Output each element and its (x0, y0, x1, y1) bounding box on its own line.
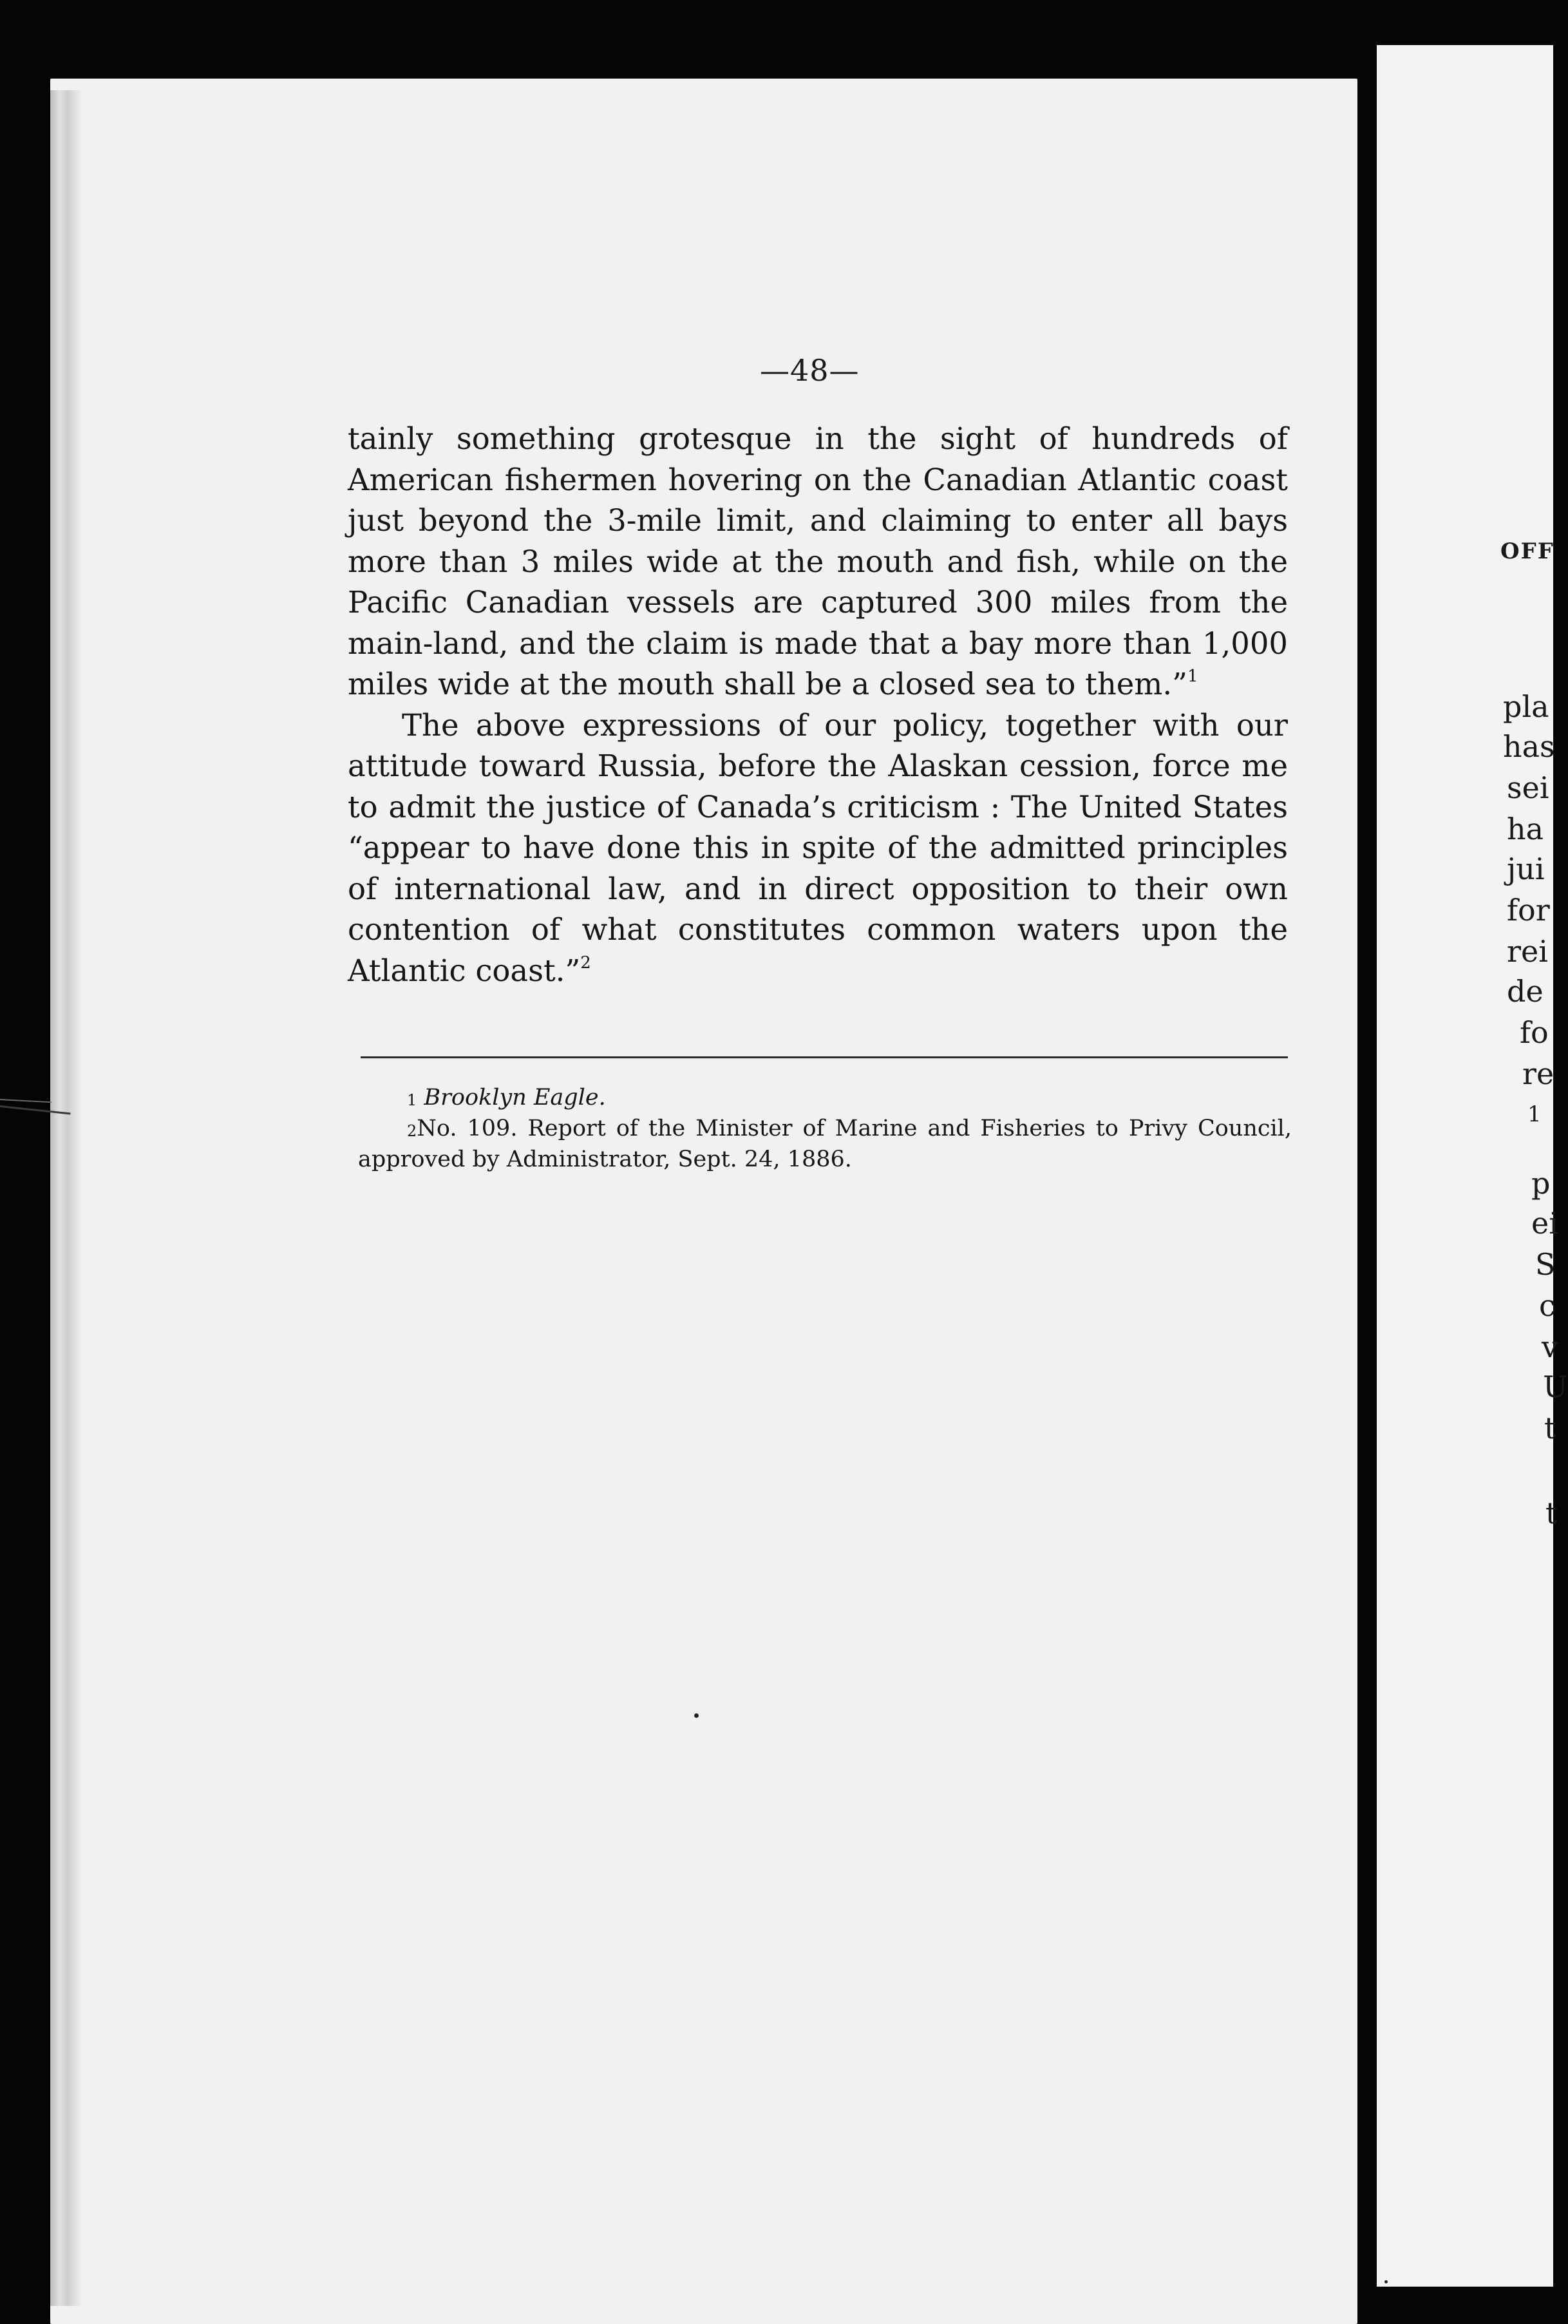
right-page-fragment: v (1542, 1329, 1558, 1364)
right-page (1377, 45, 1553, 2287)
footnotes (358, 1082, 1292, 1175)
paragraph-text: The above expressions of our policy, together with our attitude toward Russia, before the Alaskan cession, force me to admit the justice of Canada’s criticism : The United States “appear to have done this in spite of the admitted principles of international law, and in direct opposition to their own contention of what constitutes common waters upon the Atlantic coast.” (348, 707, 1288, 988)
right-page-fragment: jui (1507, 852, 1545, 886)
footnote (358, 1113, 1292, 1175)
right-page-heading-fragment: OFF (1500, 538, 1554, 564)
right-page-fragment: ei (1531, 1206, 1558, 1241)
footnote-text: No. 109. Report of the Minister of Marine and Fisheries to Privy Council, approved by Administrator, Sept. 24, 1886. (358, 1116, 1292, 1172)
footnote-mark: 2 (407, 1122, 417, 1140)
right-page-fragment: p (1531, 1166, 1551, 1201)
paragraph-text: tainly something grotesque in the sight of hundreds of American fishermen hovering on the Canadian Atlantic coast just beyond the 3-mile limit, and claiming to enter all bays more than 3 miles wide at the mouth and fish, while on the Pacific Canadian vessels are captured 300 miles from the main-land, and the claim is made that a bay more than 1,000 miles wide at the mouth shall be a closed sea to them.” (348, 421, 1288, 701)
right-page-fragment: S (1535, 1247, 1556, 1282)
right-page-fragment: pla (1503, 689, 1549, 724)
footnote-mark: 1 (407, 1091, 417, 1109)
footnote (358, 1082, 1292, 1113)
ink-speck (694, 1713, 699, 1718)
binding-thread-secondary (0, 1099, 52, 1103)
right-page-fragment: fo (1520, 1015, 1549, 1050)
ink-speck (1384, 2280, 1388, 2283)
page-edge-shadow (50, 90, 81, 2306)
paragraph (348, 705, 1288, 992)
right-page-fragment: U (1543, 1369, 1568, 1404)
right-page-fragment: t (1544, 1411, 1556, 1445)
right-page-fragment: ha (1507, 812, 1544, 846)
right-page-fragment: 1 (1527, 1101, 1542, 1127)
footnote-text: Brooklyn Eagle. (424, 1085, 606, 1110)
footnote-ref: 1 (1187, 667, 1198, 686)
right-page-fragment: for (1507, 893, 1550, 928)
right-page-fragment: rei (1507, 934, 1548, 969)
page-number: —48— (760, 353, 860, 388)
book-gutter (1357, 45, 1377, 2324)
right-page-fragment: c (1539, 1288, 1556, 1323)
right-page-fragment: has (1503, 729, 1555, 764)
footnote-rule (361, 1056, 1288, 1058)
body-text (348, 419, 1288, 991)
footnote-ref: 2 (580, 953, 591, 973)
right-page-fragment: de (1507, 974, 1544, 1009)
left-page (50, 79, 1357, 2324)
right-page-fragment: t (1545, 1496, 1558, 1530)
paragraph (348, 419, 1288, 705)
right-page-fragment: sei (1507, 770, 1549, 805)
right-page-fragment: re (1522, 1056, 1554, 1091)
